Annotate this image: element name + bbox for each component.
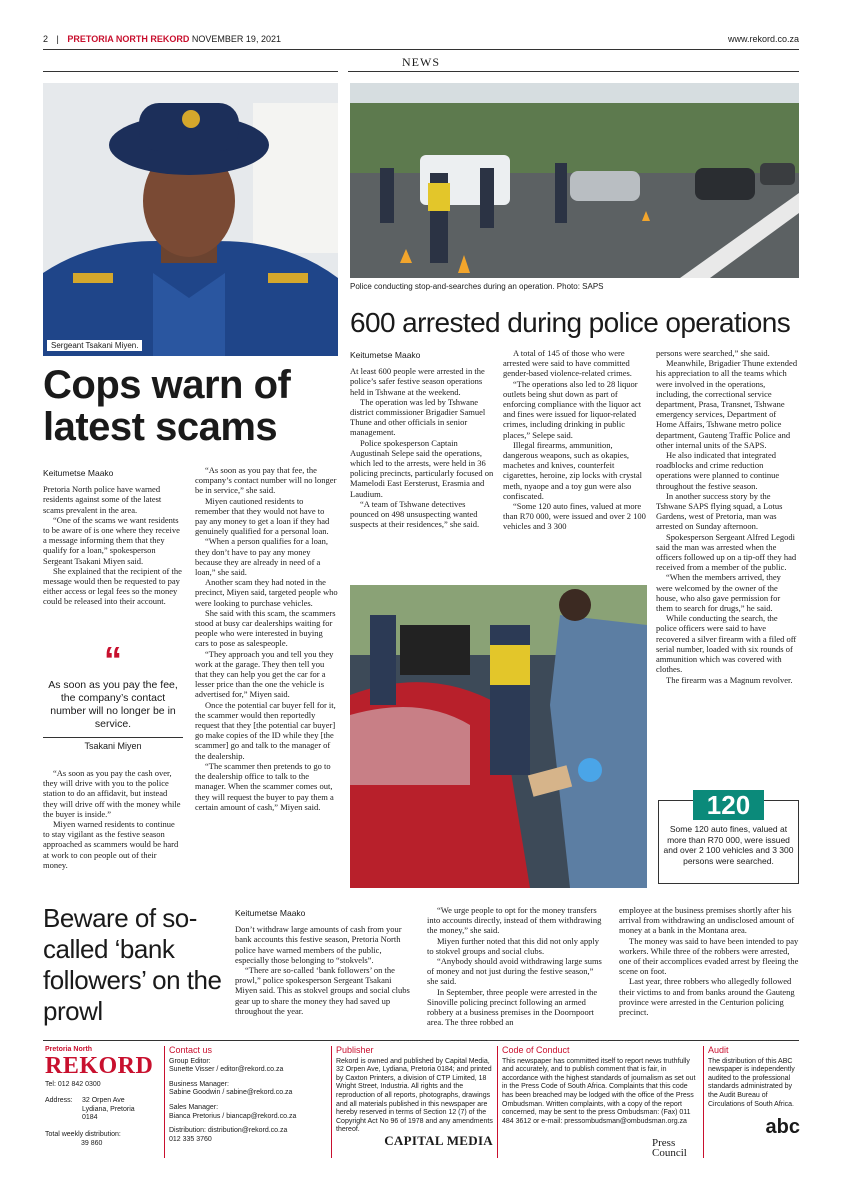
paper-name: PRETORIA NORTH REKORD: [67, 34, 190, 44]
audit-title: Audit: [708, 1045, 729, 1055]
story2-paragraph: Illegal firearms, ammunition, dangerous weapons, such as okapies, machetes and knives, counterfeit cigarettes, heroine, zip locks with crystal meth, nyaope and a toy gun were also confiscated.: [503, 439, 643, 501]
story1-paragraph: “The scammer then pretends to go to the dealership office to talk to the manager. When the scammer comes out, they will request the buyer to pay them a certain amount of cash,” Miyen said.: [195, 760, 334, 812]
address-label: Address:: [45, 1097, 73, 1105]
story1-paragraph: Pretoria North police have warned residents against some of the latest scams prevalent in the area.: [43, 484, 162, 515]
story3-paragraph: “Anybody should avoid withdrawing large sums of money and not just during the festive season,” she said.: [427, 956, 602, 987]
story2-headline: 600 arrested during police operations: [350, 307, 791, 338]
address-lines: [82, 1097, 135, 1123]
story2-byline: Keitumetse Maako: [350, 350, 421, 360]
story1-paragraph: Miyen cautioned residents to remember that they would not have to pay any money to get a loan if they had genuinely qualified for a personal loan.: [195, 495, 330, 537]
story2-paragraph: A total of 145 of those who were arrested were said to have committed gender-based violence-related crimes.: [503, 348, 632, 379]
roadblock-illustration: [350, 83, 799, 278]
story2-paragraph: “Some 120 auto fines, valued at more than R70 000, were issued and over 2 100 vehicles and 3 300: [503, 501, 646, 532]
story3-column-3: [619, 905, 799, 1017]
audit-text: The distribution of this ABC newspaper is independently audited to the professional standards administrated by the Audit Bureau of Circulations of South Africa.: [708, 1057, 795, 1108]
story2-paragraph: In another success story by the Tshwane SAPS flying squad, a Lotus Gardens, west of Pretoria, man was arrested on Sunday afternoon.: [656, 490, 783, 532]
story1-byline: Keitumetse Maako: [43, 468, 114, 478]
story3-paragraph: employee at the business premises shortly after his arrival from withdrawing an undisclosed amount of money at a bank in the Montana area.: [619, 905, 795, 936]
business-manager-label: Business Manager:: [169, 1080, 229, 1088]
story1-paragraph: “They approach you and tell you they work at the garage. They then tell you that they can help you get the car for a lesser price than the one the vehicle is advertised for,” Miyen said.: [195, 648, 334, 700]
story1-paragraph: Miyen warned residents to continue to stay vigilant as the festive season approached as scammers would be hard at work to con people out of their money.: [43, 819, 179, 870]
story3-paragraph: The money was said to have been intended to pay workers. While three of the robbers were arrested, one of their accomplices evaded arrest by fleeing the scene on foot.: [619, 935, 799, 977]
masthead-tel: Tel: 012 842 0300: [45, 1080, 101, 1088]
press-council-logo-bottom: Council: [652, 1147, 687, 1159]
footer-publisher: [336, 1046, 493, 1146]
code-text: This newspaper has committed itself to report news truthfully and accurately, and to publish comment that is fair, in accordance with the highest standards of journalism as set out in the Press Code of South Africa. Complaints that this code has been breached may be lodged with the office of the Press Ombudsman. Written complaints, with a copy of the report concerned, may be sent to the press Ombudsman: (Fax) 011 484 3612 or e-mail: pressombudsman@ombudsman.org.za: [502, 1057, 696, 1125]
pullquote-rule: [43, 737, 183, 738]
factbox-number: 120: [693, 790, 764, 820]
address-line: Lydiana, Pretoria: [82, 1105, 135, 1113]
press-council-logo: [652, 1138, 687, 1158]
story1-headline: Cops warn of latest scams: [43, 363, 291, 449]
story2-paragraph: While conducting the search, the police officers were said to have recovered a silver firearm with a filed off serial number, loaded with six rounds of ammunition which was covered with clothes.: [656, 613, 797, 675]
story2-paragraph: “When the members arrived, they were welcomed by the owner of the house, who also gave permission for them to search for drugs,” he said.: [656, 572, 781, 614]
quote-mark-icon: “: [104, 639, 122, 680]
sales-manager-label: Sales Manager:: [169, 1103, 219, 1111]
story1-column-1-continued: [43, 768, 183, 870]
story1-paragraph: “As soon as you pay that fee, the company’s contact number will no longer be in service,” she said.: [195, 465, 337, 496]
story1-paragraph: “As soon as you pay the cash over, they will drive with you to the police station to do an affidavit, but instead they will drive off with the money while the buyer is inside.”: [43, 768, 181, 819]
footer-divider: [164, 1046, 165, 1158]
factbox-text: Some 120 auto fines, valued at more than R70 000, were issued and over 2 100 vehicles and 3 300 persons were searched.: [663, 824, 794, 866]
capital-media-logo: CAPITAL MEDIA: [384, 1132, 493, 1148]
roadblock-caption: Police conducting stop-and-searches during an operation. Photo: SAPS: [350, 282, 604, 291]
section-rule-left: [43, 71, 338, 72]
code-title: Code of Conduct: [502, 1045, 570, 1055]
press-council-logo-top: Press: [652, 1137, 676, 1149]
portrait-caption: Sergeant Tsakani Miyen.: [47, 340, 142, 351]
story2-paragraph: “The operations also led to 28 liquor outlets being shut down as part of enforcing compliance with the liquor act and fines were issued for liquor-related crimes, including drinking in public places,” Selepe said.: [503, 378, 642, 440]
search-operation-photo: [350, 585, 647, 888]
story2-paragraph: Meanwhile, Brigadier Thune extended his appreciation to all the teams which were involved in the operations, including, the correctional service department, Prasa, Transnet, Tshwane emergency services, Department of Home Affairs, Tshwane metro police department, Gauteng Traffic Police and other internal units of the SAPS.: [656, 358, 798, 450]
story1-column-2: [195, 465, 338, 812]
story3-column-2: [427, 905, 603, 1027]
distribution-value: 39 860: [81, 1139, 103, 1147]
story2-paragraph: persons were searched,” she said.: [656, 348, 770, 358]
story2-column-3: [656, 348, 799, 685]
footer-divider: [703, 1046, 704, 1158]
footer-masthead: [45, 1046, 157, 1148]
footer-rule: [43, 1040, 799, 1041]
header-separator: |: [56, 34, 59, 44]
story2-paragraph: Spokesperson Sergeant Alfred Legodi said the man was arrested when the officers followed up on a tip-off they had received from a member of the public.: [656, 531, 797, 573]
story1-column-1: [43, 468, 183, 607]
story1-paragraph: Once the potential car buyer fell for it, the scammer would then reportedly request that they [the potential car buyer] go make copies of the ID while they [the scammer] go and talk to the manager of the dealership.: [195, 699, 336, 761]
footer-divider: [331, 1046, 332, 1158]
story3-paragraph: Don’t withdraw large amounts of cash from your bank accounts this festive season, Pretoria North police have warned members of the public, especially those belonging to “stokvels”.: [235, 924, 402, 965]
story3-paragraph: “We urge people to opt for the money transfers into accounts directly, instead of them withdrawing the money,” she said.: [427, 905, 602, 936]
page-header: [43, 34, 799, 48]
search-operation-illustration: [350, 585, 647, 888]
issue-date: NOVEMBER 19, 2021: [191, 34, 281, 44]
header-rule: [43, 49, 799, 50]
pullquote-attribution: Tsakani Miyen: [84, 741, 142, 751]
story2-paragraph: The operation was led by Tshwane district commissioner Brigadier Samuel Thune and other officials in senior management.: [350, 396, 486, 438]
contact-title: Contact us: [169, 1045, 213, 1055]
story3-column-1: [235, 908, 410, 1016]
story2-factbox: [658, 790, 799, 884]
story2-paragraph: He also indicated that integrated roadblocks and crime reduction operations were planned to continue throughout the festive season.: [656, 450, 780, 491]
footer-contact: [169, 1046, 329, 1144]
group-editor-contact[interactable]: Sunette Visser / editor@rekord.co.za: [169, 1066, 284, 1074]
story2-column-2: [503, 348, 648, 532]
footer-code-of-conduct: [502, 1045, 698, 1159]
story2-paragraph: “A team of Tshwane detectives pounced on 498 unsuspecting wanted suspects at their residences,” she said.: [350, 498, 480, 530]
story3-paragraph: Miyen further noted that this did not only apply to stokvel groups and social clubs.: [427, 935, 599, 956]
masthead-address: [45, 1097, 157, 1123]
roadblock-photo: [350, 83, 799, 278]
story2-column-1: [350, 350, 495, 529]
officer-portrait-photo: [43, 83, 338, 356]
story3-headline: Beware of so-called ‘bank followers’ on the prowl: [43, 903, 222, 1026]
story1-pullquote: [43, 639, 183, 751]
story2-paragraph: Police spokesperson Captain Augustinah Selepe said the operations, which led to the arrests, were held in 36 policing precincts, particularly focused on Mamelodi East Eersterust, Erasmia and Laudium.: [350, 437, 494, 499]
section-title: NEWS: [402, 55, 440, 69]
story3-paragraph: Last year, three robbers who allegedly followed their victims to and from banks around the Gauteng province were arrested in the Centurion policing precinct.: [619, 976, 795, 1018]
distribution-contact-email[interactable]: distribution@rekord.co.za: [207, 1127, 288, 1135]
publisher-title: Publisher: [336, 1045, 374, 1055]
page-number: 2: [43, 34, 49, 44]
story1-paragraph: She explained that the recipient of the message would then be requested to pay either access or legal fees so the money could be released into their account.: [43, 565, 182, 607]
header-left: [43, 34, 281, 44]
pullquote-text: As soon as you pay the fee, the company’s contact number will no longer be in service.: [48, 679, 178, 730]
address-line: 0184: [82, 1114, 98, 1122]
address-line: 32 Orpen Ave: [82, 1097, 125, 1105]
distribution-contact-phone: 012 335 3760: [169, 1135, 212, 1143]
story1-paragraph: She said with this scam, the scammers stood at busy car dealerships waiting for people who were interested in buying cars to pose as salespeople.: [195, 607, 336, 649]
website-link[interactable]: www.rekord.co.za: [727, 34, 799, 44]
group-editor-label: Group Editor:: [169, 1057, 211, 1065]
sales-manager-contact[interactable]: Bianca Pretorius / biancap@rekord.co.za: [169, 1112, 297, 1120]
footer-divider: [497, 1046, 498, 1158]
officer-portrait-illustration: [43, 83, 338, 356]
section-rule-right: [348, 71, 799, 72]
masthead-logo: REKORD: [45, 1052, 154, 1079]
story1-paragraph: “When a person qualifies for a loan, they don’t have to pay any money because they are already in need of a loan,” she said.: [195, 536, 328, 578]
masthead-logo-small: Pretoria North: [45, 1046, 93, 1053]
distribution-label: Total weekly distribution:: [45, 1130, 121, 1138]
abc-logo: abc: [765, 1116, 800, 1139]
business-manager-contact[interactable]: Sabine Goodwin / sabine@rekord.co.za: [169, 1089, 293, 1097]
story1-paragraph: “One of the scams we want residents to be aware of is one where they receive a message informing them that they qualify for a loan,” spokesperson Sergeant Tsakani Miyen said.: [43, 514, 180, 566]
publisher-text: Rekord is owned and published by Capital Media, 32 Orpen Ave, Lydiana, Pretoria 0184; and printed by Caxton Printers, a division of CTP Limited, 18 Wright Street, Industria. All rights and the reproduction of all reports, photographs, drawings and all materials published in this newspaper are hereby reserved in terms of Section 12 (7) of the Copyright Act No 96 of 1978 and any amendments thereof.: [336, 1057, 493, 1134]
story3-byline: Keitumetse Maako: [235, 908, 306, 918]
story1-paragraph: Another scam they had noted in the precinct, Miyen said, targeted people who were looking to purchase vehicles.: [195, 577, 338, 608]
footer-audit: [708, 1045, 800, 1139]
story2-paragraph: At least 600 people were arrested in the police’s safer festive season operations held in Tshwane at the weekend.: [350, 366, 485, 397]
story3-paragraph: In September, three people were arrested in the Sinoville policing precinct following an armed robbery at a business premises in the Doornpoort area. The three robbed an: [427, 986, 598, 1028]
distribution-contact-label: Distribution:: [169, 1127, 206, 1135]
story3-paragraph: “There are so-called ‘bank followers’ on the prowl,” police spokesperson Sergeant Tsakani Miyen said. This as stokvel groups and social clubs gear up to share the money they had saved up throughout the year.: [235, 965, 410, 1016]
story2-paragraph: The firearm was a Magnum revolver.: [666, 674, 793, 685]
